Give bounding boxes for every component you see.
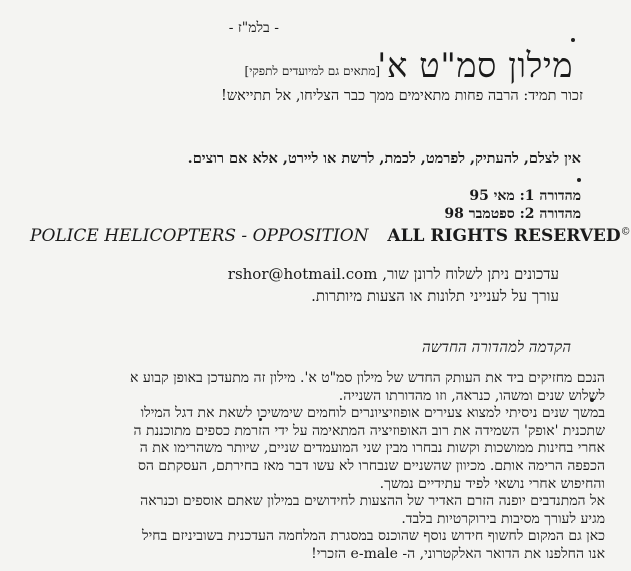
intro-line: כאן גם המקום לחשוף חידוש נוסף שהוכנס במסגרת המלחמה העדכנית בשוביניזם בחיל	[142, 528, 605, 545]
intro-line: הנכם מחזיקים ביד את העותק החדש של מילון סמ"ט א'. מילון זה מתעדכן באופן קבוע א	[130, 370, 605, 386]
intro-paragraph	[0, 370, 605, 564]
rights-line-left: POLICE HELICOPTERS - OPPOSITION	[30, 226, 369, 246]
intro-line: אחרי בחינות ממושכות וקשות נבחרו מבין שני המועמדים שניים, שיותר משהרימו את ה	[139, 440, 605, 457]
rights-line	[30, 226, 631, 246]
intro-line: אנו החלפנו את הדואר האלקטרוני, ה- e-male הזכרי!	[311, 545, 605, 562]
subtitle-note: [מתאים גם למיועדים לתפקי]	[244, 64, 380, 78]
intro-heading: הקדמה למהדורה החדשה	[421, 338, 571, 356]
intro-line: אל המתנדבים יופנה הזרם האדיר של ההצעות לחידושים במילון שאתם אוספים וכנראה	[140, 493, 605, 510]
intro-line: במשך שנים ניסיתי למצוא צעירים אופוזיציונרים לוחמים שימשיכו לשאת את דגל המילו	[140, 405, 605, 422]
intro-line: הכפפה הרימה אותם. מכיוון שהשניים שנבחרו לא עשו דבר מאז בחירתם, העסקתם הס	[137, 457, 605, 474]
edition-2: מהדורה 2: ספטמבר 98	[444, 206, 581, 222]
contact-email-link[interactable]: rshor@hotmail.com	[227, 265, 378, 283]
speck	[577, 178, 581, 182]
intro-line: לשלוש שנים ומשהו, כנראה, וזו מהדורתו השנייה.	[338, 387, 605, 404]
blessing-line: - בלמ"ז -	[228, 20, 279, 36]
edition-1: מהדורה 1: מאי 95	[469, 188, 581, 204]
rights-line-right: ALL RIGHTS RESERVED	[387, 226, 621, 246]
speck	[571, 38, 575, 42]
contact-line-1	[228, 265, 559, 284]
intro-line: והחיפוש אחרי נושאי לפיד עתידיים נמשך.	[379, 475, 605, 492]
contact-line-1-text: עדכונים ניתן לשלוח לרונן שור,	[382, 265, 559, 283]
contact-line-2: עורך על לענייני תלונות או הצעות מיותרות.	[311, 287, 559, 305]
intro-line: שתכנית 'אופק' השמידה את רוב האופוזיציה המתאימה על ידי הזרמת כספים מתוכננת ה	[133, 422, 605, 439]
permissions-notice: אין לצלם, להעתיק, לפרמט, לכמת, לרשת או ליירט, אלא אם רוצים.	[187, 150, 581, 167]
tagline: זכור תמיד: הרבה פחות מתאימים ממך כבר הצליחו, אל תתייאש!	[221, 88, 583, 104]
copyright-symbol: ©	[620, 226, 631, 238]
page-title: מילון סמ"ט א'	[377, 46, 573, 86]
intro-line: מגיע לעורך מסיבות בירוקרטיות בלבד.	[401, 510, 605, 527]
